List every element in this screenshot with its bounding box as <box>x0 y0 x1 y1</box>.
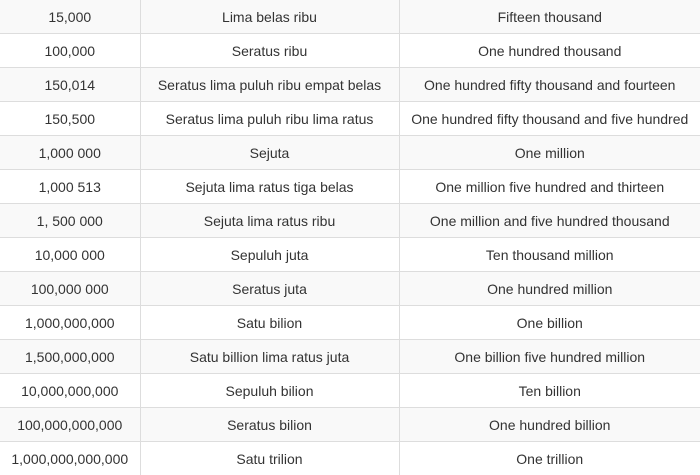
number-cell: 10,000 000 <box>0 238 140 272</box>
number-cell: 1, 500 000 <box>0 204 140 238</box>
indonesian-cell: Lima belas ribu <box>140 0 399 34</box>
english-cell: One million and five hundred thousand <box>399 204 700 238</box>
indonesian-cell: Satu bilion <box>140 306 399 340</box>
indonesian-cell: Sejuta lima ratus tiga belas <box>140 170 399 204</box>
english-cell: One billion five hundred million <box>399 340 700 374</box>
english-cell: One hundred billion <box>399 408 700 442</box>
english-cell: One million <box>399 136 700 170</box>
indonesian-cell: Seratus lima puluh ribu empat belas <box>140 68 399 102</box>
number-cell: 15,000 <box>0 0 140 34</box>
english-cell: Ten thousand million <box>399 238 700 272</box>
table-row <box>0 204 700 238</box>
english-cell: One hundred fifty thousand and fourteen <box>399 68 700 102</box>
number-cell: 10,000,000,000 <box>0 374 140 408</box>
indonesian-cell: Sepuluh bilion <box>140 374 399 408</box>
indonesian-cell: Seratus juta <box>140 272 399 306</box>
table-row <box>0 238 700 272</box>
indonesian-cell: Sepuluh juta <box>140 238 399 272</box>
table-row <box>0 306 700 340</box>
indonesian-cell: Seratus lima puluh ribu lima ratus <box>140 102 399 136</box>
indonesian-cell: Satu billion lima ratus juta <box>140 340 399 374</box>
english-cell: One billion <box>399 306 700 340</box>
number-cell: 100,000 <box>0 34 140 68</box>
table-row <box>0 102 700 136</box>
table-row <box>0 340 700 374</box>
table-row <box>0 136 700 170</box>
table-row <box>0 68 700 102</box>
table-row <box>0 34 700 68</box>
number-cell: 1,000,000,000,000 <box>0 442 140 475</box>
table-row <box>0 374 700 408</box>
english-cell: One hundred thousand <box>399 34 700 68</box>
english-cell: Fifteen thousand <box>399 0 700 34</box>
table-row <box>0 0 700 34</box>
table-row <box>0 272 700 306</box>
indonesian-cell: Sejuta <box>140 136 399 170</box>
english-cell: One million five hundred and thirteen <box>399 170 700 204</box>
english-cell: One trillion <box>399 442 700 475</box>
number-cell: 1,000 513 <box>0 170 140 204</box>
indonesian-cell: Seratus bilion <box>140 408 399 442</box>
number-cell: 150,014 <box>0 68 140 102</box>
english-cell: One hundred million <box>399 272 700 306</box>
number-cell: 100,000,000,000 <box>0 408 140 442</box>
number-cell: 150,500 <box>0 102 140 136</box>
number-cell: 1,000 000 <box>0 136 140 170</box>
table-row <box>0 442 700 475</box>
indonesian-cell: Satu trilion <box>140 442 399 475</box>
indonesian-cell: Sejuta lima ratus ribu <box>140 204 399 238</box>
english-cell: One hundred fifty thousand and five hundred <box>399 102 700 136</box>
number-cell: 100,000 000 <box>0 272 140 306</box>
table-row <box>0 408 700 442</box>
number-cell: 1,000,000,000 <box>0 306 140 340</box>
indonesian-cell: Seratus ribu <box>140 34 399 68</box>
table-row <box>0 170 700 204</box>
number-cell: 1,500,000,000 <box>0 340 140 374</box>
english-cell: Ten billion <box>399 374 700 408</box>
